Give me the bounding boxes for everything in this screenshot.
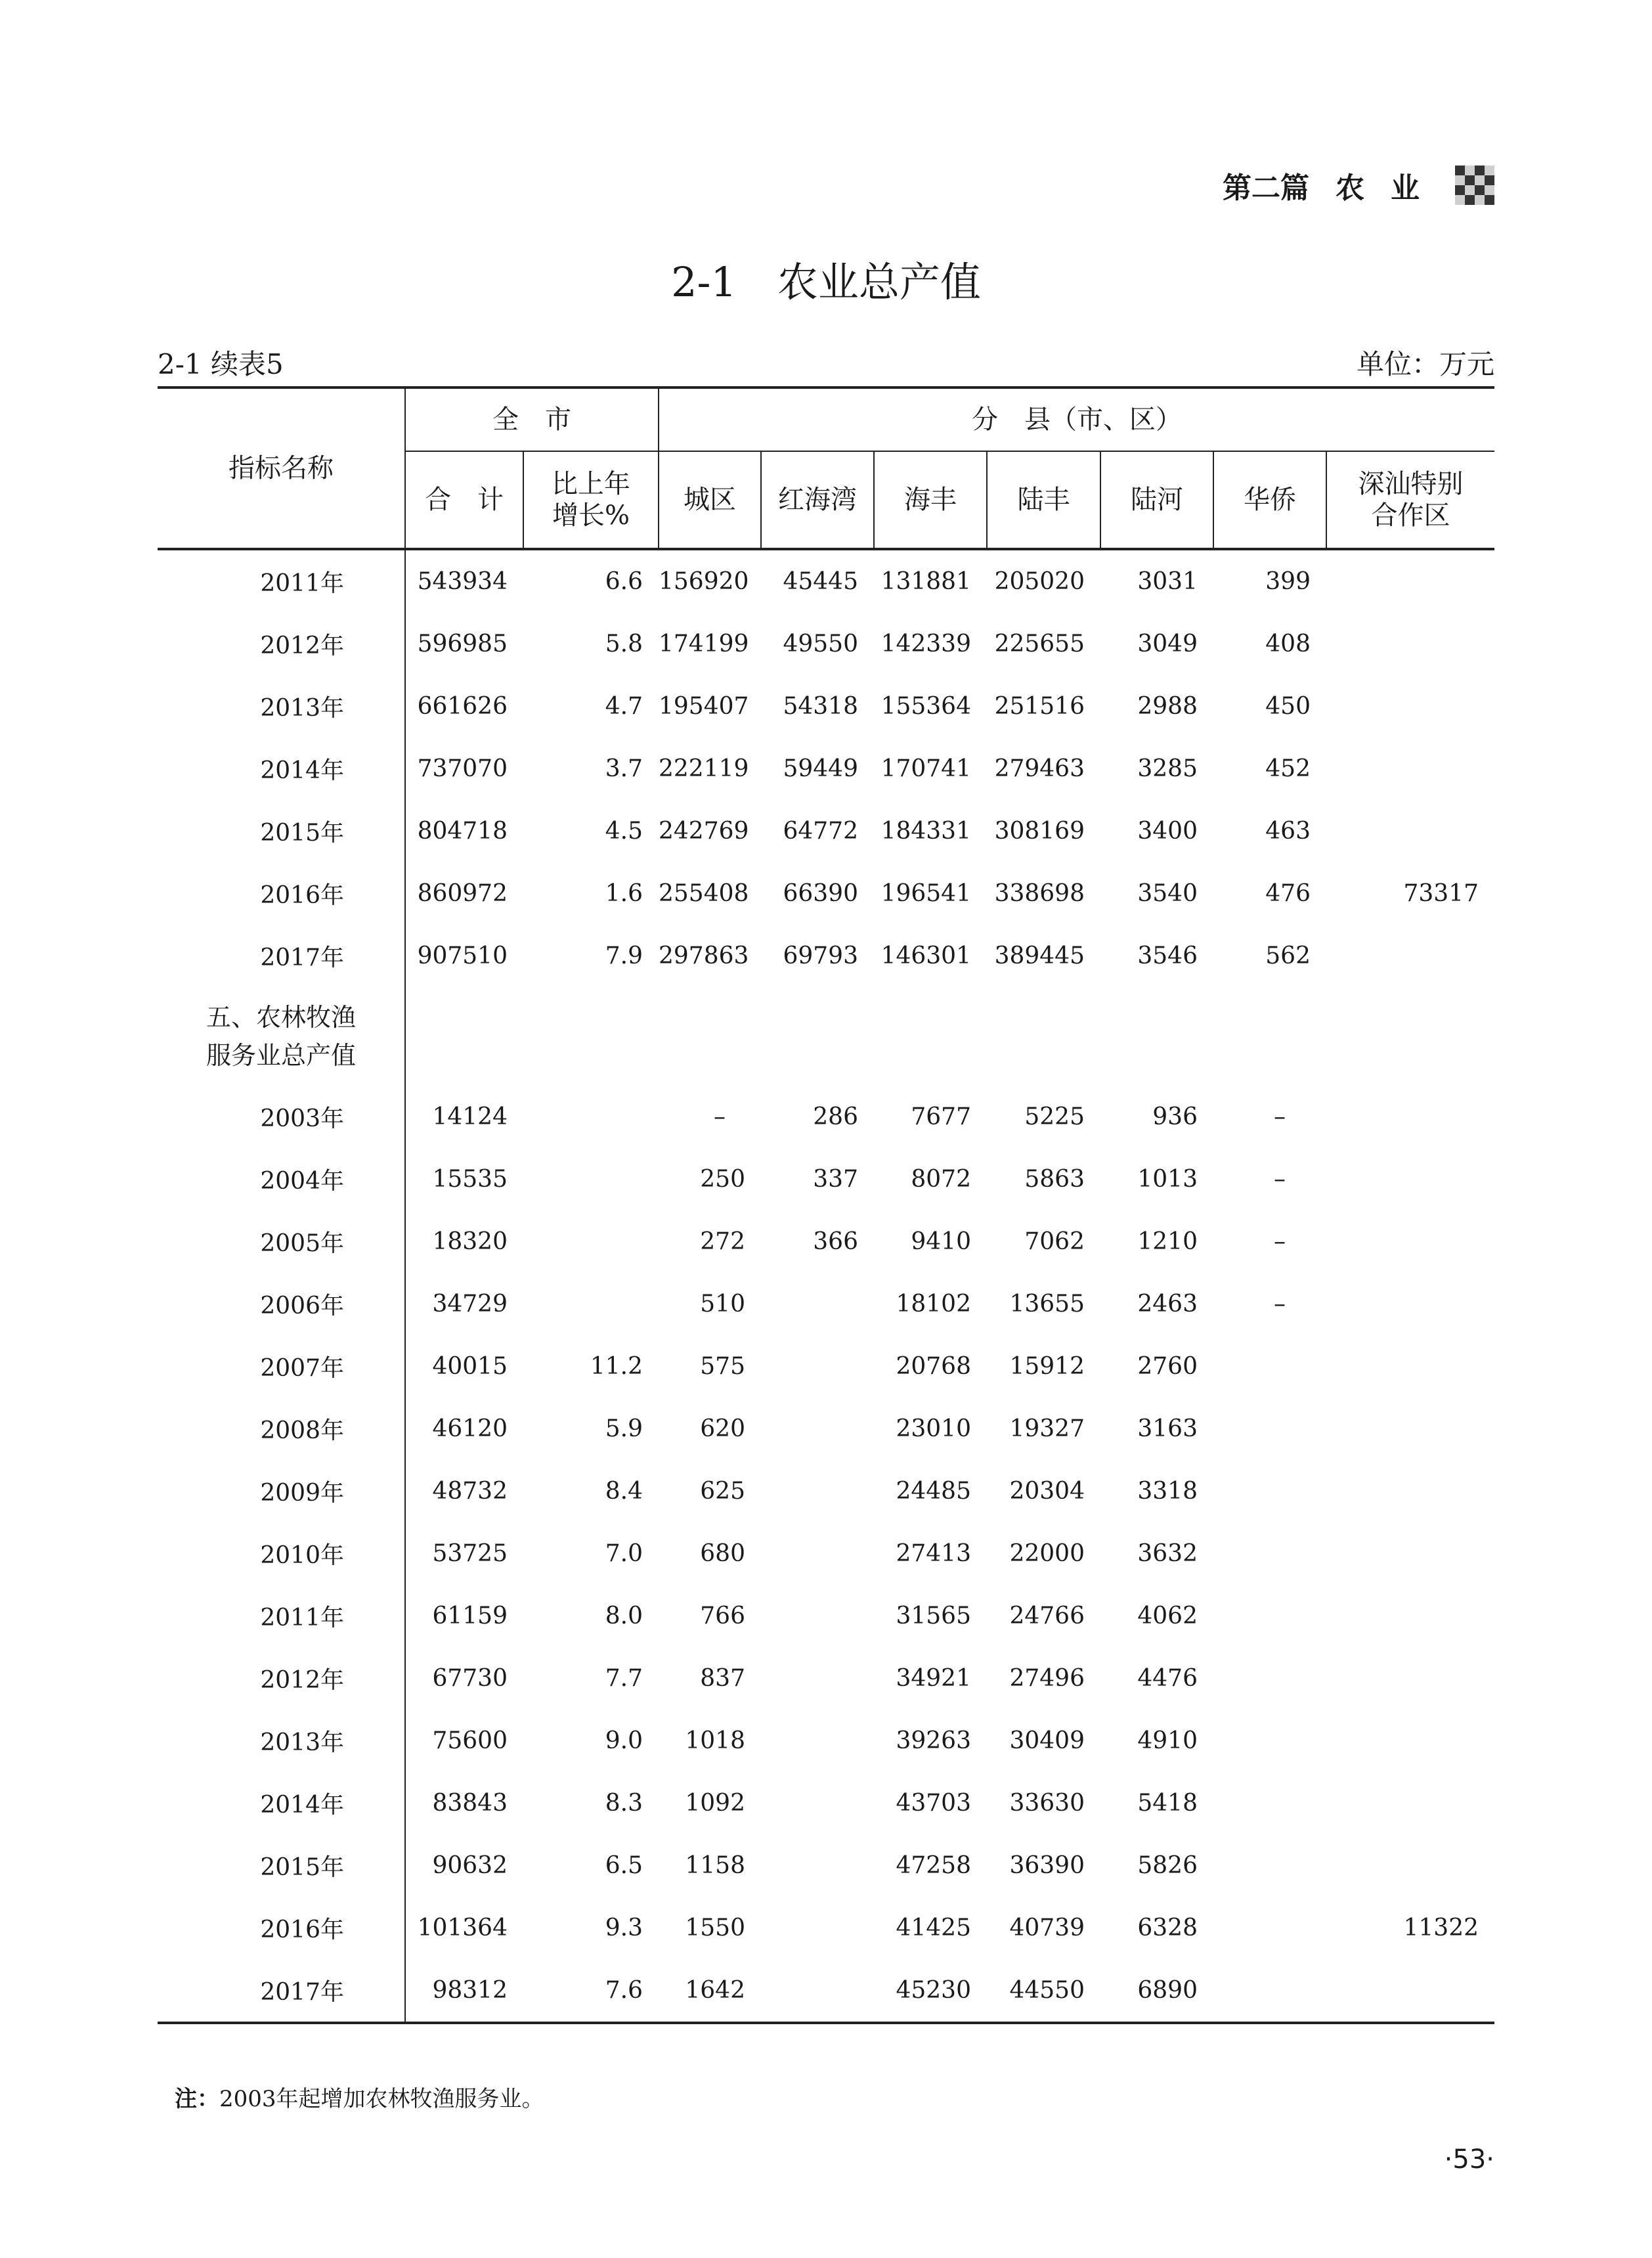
table-cell: 3546 [1137,942,1198,969]
table-cell: 170741 [880,755,971,782]
table-cell: 13655 [1009,1291,1085,1317]
table-cell: 3540 [1137,880,1198,907]
unit-label: 单位：万元 [1356,348,1494,380]
table-cell [761,1522,874,1585]
table-cell: 242769 [659,818,749,845]
table-cell [761,1398,874,1460]
table-cell: 27496 [1009,1665,1085,1692]
table-cell: 205020 [994,568,1085,595]
table-cell: 1210 [1137,1228,1198,1255]
table-cell: 64772 [783,818,858,845]
table-cell: 43703 [896,1790,971,1817]
table-cell [761,1585,874,1647]
table-cell: 222119 [659,755,749,782]
table-cell: 661626 [417,693,508,720]
table-cell: 2988 [1137,693,1198,720]
row-year: 2017年 [158,925,405,987]
checker-icon [1455,166,1494,205]
table-cell: 6.6 [605,568,643,595]
table-cell: 34729 [432,1291,508,1317]
table-cell [1326,738,1494,800]
chapter-header [1223,164,1494,206]
table-cell: 44550 [987,1959,1100,2023]
table-cell [761,1772,874,1834]
table-cell: 1092 [685,1790,745,1817]
table-cell: 5826 [1137,1852,1198,1879]
table-row [158,1148,1494,1210]
table-row [158,1772,1494,1834]
table-cell: 366 [813,1228,858,1255]
table-cell [1213,1522,1326,1585]
row-year: 2011年 [158,1585,405,1647]
table-cell [1326,549,1494,613]
table-cell: 4476 [1137,1665,1198,1692]
table-cell: 8072 [911,1166,971,1193]
table-cell: 27413 [896,1540,971,1567]
header-col-chengqu: 城区 [659,451,761,549]
table-cell: 543934 [417,568,508,595]
table-cell: 146301 [880,942,971,969]
header-total: 合 计 [405,451,523,549]
table-cell: 11322 [1403,1915,1479,1941]
table-cell: 225655 [994,631,1085,657]
table-row [158,1647,1494,1710]
table-cell: 6.5 [605,1852,643,1879]
table-caption-row [158,343,1494,382]
table-cell [1326,1834,1494,1897]
table-cell: 936 [1152,1103,1198,1130]
table-cell: 510 [700,1291,745,1317]
row-year: 2013年 [158,1710,405,1772]
table-cell [1213,1585,1326,1647]
table-cell: 59449 [783,755,858,782]
table-cell: 5418 [1137,1790,1198,1817]
table-cell [761,1273,874,1335]
group-title-row [158,987,1494,1086]
table-cell: 83843 [432,1790,508,1817]
table-cell [1213,1460,1326,1522]
table-cell: 8.4 [605,1478,643,1505]
table-cell: 40739 [1009,1915,1085,1941]
table-cell: 255408 [659,880,749,907]
table-row [158,925,1494,987]
table-cell: 337 [813,1166,858,1193]
table-cell [761,1647,874,1710]
row-year: 2003年 [158,1086,405,1148]
table-cell [1326,925,1494,987]
table-cell: 174199 [659,631,749,657]
table-cell: 9.0 [605,1727,643,1754]
table-cell: 250 [700,1166,745,1193]
table-cell: 1158 [685,1852,745,1879]
table-cell: 7.7 [605,1665,643,1692]
table-cell [1326,675,1494,738]
table-cell [1213,1772,1326,1834]
table-cell: 737070 [417,755,508,782]
table-cell [761,1897,874,1959]
table-row [158,1086,1494,1148]
table-cell: 45230 [874,1959,987,2023]
table-cell [761,1710,874,1772]
table-cell: 3049 [1137,631,1198,657]
table-cell: 9.3 [605,1915,643,1941]
table-cell: 30409 [1009,1727,1085,1754]
table-cell: 399 [1265,568,1311,595]
header-indicator: 指标名称 [158,387,405,549]
table-cell: 8.0 [605,1603,643,1629]
table-row [158,613,1494,675]
table-cell: 272 [700,1228,745,1255]
row-year: 2016年 [158,862,405,925]
table-cell: – [1274,1291,1286,1317]
table-row [158,800,1494,862]
table-cell: 7.9 [605,942,643,969]
table-cell: 24485 [896,1478,971,1505]
table-cell: 680 [700,1540,745,1567]
table-cell: 4.7 [605,693,643,720]
header-whole-city: 全 市 [405,387,659,451]
group-spacer [405,987,1494,1086]
table-cell: 1550 [685,1915,745,1941]
row-year: 2011年 [158,549,405,613]
header-col-huaqiao: 华侨 [1213,451,1326,549]
row-year: 2009年 [158,1460,405,1522]
table-cell [1326,613,1494,675]
table-cell: 4910 [1137,1727,1198,1754]
table-cell [1326,1148,1494,1210]
table-cell: 20768 [896,1353,971,1380]
table-cell [1326,1772,1494,1834]
table-cell: 33630 [1009,1790,1085,1817]
table-cell: 620 [700,1415,745,1442]
table-cell: 3163 [1137,1415,1198,1442]
table-cell: 2463 [1137,1291,1198,1317]
table-cell: 15912 [1009,1353,1085,1380]
row-year: 2013年 [158,675,405,738]
table-cell: 251516 [994,693,1085,720]
table-row [158,1710,1494,1772]
row-year: 2014年 [158,1772,405,1834]
table-cell: 286 [813,1103,858,1130]
table-cell: 98312 [405,1959,523,2023]
table-row [158,1335,1494,1398]
table-cell: 907510 [417,942,508,969]
table-cell: 279463 [994,755,1085,782]
table-cell: 450 [1265,693,1311,720]
table-cell: 31565 [896,1603,971,1629]
table-cell [1326,1335,1494,1398]
row-year: 2016年 [158,1897,405,1959]
table-cell: 1.6 [605,880,643,907]
row-year: 2012年 [158,613,405,675]
table-cell: 3285 [1137,755,1198,782]
table-cell: 22000 [1009,1540,1085,1567]
table-cell: 75600 [432,1727,508,1754]
table-cell: 804718 [417,818,508,845]
table-cell [1326,1522,1494,1585]
page-number: ·53· [1444,2144,1494,2175]
group-title: 五、农林牧渔服务业总产值 [158,987,405,1086]
table-cell: 9410 [911,1228,971,1255]
row-year: 2006年 [158,1273,405,1335]
table-cell [1326,1086,1494,1148]
table-row [158,1585,1494,1647]
row-year: 2015年 [158,1834,405,1897]
table-cell: 1642 [659,1959,761,2023]
table-cell: 36390 [1009,1852,1085,1879]
table-cell: 142339 [880,631,971,657]
table-cell: 562 [1265,942,1311,969]
table-cell: 66390 [783,880,858,907]
table-row [158,1460,1494,1522]
table-cell: 1013 [1137,1166,1198,1193]
table-cell: – [1274,1103,1286,1130]
header-col-honghaiwan: 红海湾 [761,451,874,549]
table-cell: 338698 [994,880,1085,907]
table-cell: 3.7 [605,755,643,782]
header-col-lufeng: 陆丰 [987,451,1100,549]
row-year: 2015年 [158,800,405,862]
table-cell: 389445 [994,942,1085,969]
table-cell [1326,800,1494,862]
row-year: 2005年 [158,1210,405,1273]
row-year: 2012年 [158,1647,405,1710]
table-cell: 101364 [417,1915,508,1941]
table-cell: 15535 [432,1166,508,1193]
header-col-haifeng: 海丰 [874,451,987,549]
table-cell [1326,1585,1494,1647]
table-cell: 5225 [1024,1103,1085,1130]
table-cell: 7.6 [523,1959,659,2023]
table-cell [523,1273,659,1335]
table-cell: 2760 [1137,1353,1198,1380]
table-cell: 3632 [1137,1540,1198,1567]
table-cell: 1018 [685,1727,745,1754]
table-cell: 5.9 [605,1415,643,1442]
table-cell [1213,1335,1326,1398]
table-cell: 23010 [896,1415,971,1442]
table-cell: 61159 [432,1603,508,1629]
data-table [158,386,1494,2024]
table-cell: 155364 [880,693,971,720]
table-cell: 625 [700,1478,745,1505]
table-cell [1326,1273,1494,1335]
table-cell [761,1834,874,1897]
table-cell: 766 [700,1603,745,1629]
table-row [158,1522,1494,1585]
table-cell: 49550 [783,631,858,657]
table-cell [1213,1959,1326,2023]
table-cell: – [1274,1166,1286,1193]
table-cell: 20304 [1009,1478,1085,1505]
table-row [158,1210,1494,1273]
table-cell [1326,1647,1494,1710]
table-row [158,1273,1494,1335]
footnote [175,2081,544,2113]
table-cell: 67730 [432,1665,508,1692]
table-cell: 11.2 [590,1353,643,1380]
table-cell: 408 [1265,631,1311,657]
table-cell [1213,1897,1326,1959]
table-cell: 196541 [880,880,971,907]
table-cell: 24766 [1009,1603,1085,1629]
table-cell: 45445 [783,568,858,595]
table-cell: 7062 [1024,1228,1085,1255]
table-cell: 156920 [659,568,749,595]
row-year: 2010年 [158,1522,405,1585]
chapter-name: 第二篇 [1223,171,1309,205]
table-cell: 297863 [659,942,749,969]
header-col-luhe: 陆河 [1100,451,1213,549]
table-cell: – [714,1103,726,1130]
table-cell: 41425 [896,1915,971,1941]
table-cell: 18320 [432,1228,508,1255]
row-year: 2004年 [158,1148,405,1210]
header-counties: 分 县（市、区） [659,387,1494,451]
table-cell: 452 [1265,755,1311,782]
table-cell: 54318 [783,693,858,720]
table-cell: 5.8 [605,631,643,657]
row-year: 2007年 [158,1335,405,1398]
table-cell [523,1148,659,1210]
table-cell [1326,1710,1494,1772]
table-cell: 69793 [783,942,858,969]
table-cell [761,1460,874,1522]
table-cell [1213,1834,1326,1897]
table-cell: 18102 [896,1291,971,1317]
table-cell: 837 [700,1665,745,1692]
table-cell: 3031 [1137,568,1198,595]
table-cell: – [1274,1228,1286,1255]
table-cell: 184331 [880,818,971,845]
table-cell [761,1959,874,2023]
table-cell [1326,1460,1494,1522]
table-cell: 19327 [1009,1415,1085,1442]
table-row [158,862,1494,925]
table-row [158,1398,1494,1460]
table-cell: 90632 [432,1852,508,1879]
table-cell [1213,1398,1326,1460]
table-row [158,549,1494,613]
table-cell: 7677 [911,1103,971,1130]
table-cell: 39263 [896,1727,971,1754]
table-row [158,675,1494,738]
table-row [158,1834,1494,1897]
table-cell: 5863 [1024,1166,1085,1193]
table-cell: 48732 [432,1478,508,1505]
table-cell: 6328 [1137,1915,1198,1941]
table-cell: 46120 [432,1415,508,1442]
table-row [158,738,1494,800]
table-subtitle: 2-1 续表5 [158,348,284,380]
table-cell: 476 [1265,880,1311,907]
table-cell [1326,1959,1494,2023]
table-row [158,1959,1494,2023]
table-cell [523,1086,659,1148]
footnote-text: 2003年起增加农林牧渔服务业。 [219,2086,544,2112]
table-body [158,549,1494,2023]
table-cell: 195407 [659,693,749,720]
table-cell: 3400 [1137,818,1198,845]
table-cell [761,1335,874,1398]
header-col-shenshan: 深汕特别合作区 [1326,451,1494,549]
table-cell: 860972 [417,880,508,907]
table-cell [1213,1710,1326,1772]
footnote-label: 注： [175,2086,219,2112]
table-cell: 596985 [417,631,508,657]
table-cell: 3318 [1137,1478,1198,1505]
table-cell [1326,1210,1494,1273]
row-year: 2017年 [158,1959,405,2023]
table-cell [1213,1647,1326,1710]
table-cell: 131881 [880,568,971,595]
table-cell [523,1210,659,1273]
table-cell: 73317 [1403,880,1479,907]
table-cell: 40015 [432,1353,508,1380]
table-cell: 6890 [1100,1959,1213,2023]
header-growth: 比上年增长% [523,451,659,549]
table-cell: 308169 [994,818,1085,845]
row-year: 2014年 [158,738,405,800]
table-row [158,1897,1494,1959]
row-year: 2008年 [158,1398,405,1460]
table-cell: 4.5 [605,818,643,845]
table-cell: 14124 [432,1103,508,1130]
table-cell: 575 [700,1353,745,1380]
table-cell: 34921 [896,1665,971,1692]
chapter-subject: 农业 [1336,171,1446,205]
table-cell: 53725 [432,1540,508,1567]
table-cell: 47258 [896,1852,971,1879]
table-cell [1326,1398,1494,1460]
table-cell: 463 [1265,818,1311,845]
table-cell: 8.3 [605,1790,643,1817]
page-title: 2-1 农业总产值 [671,258,981,306]
table-cell: 4062 [1137,1603,1198,1629]
table-cell: 7.0 [605,1540,643,1567]
